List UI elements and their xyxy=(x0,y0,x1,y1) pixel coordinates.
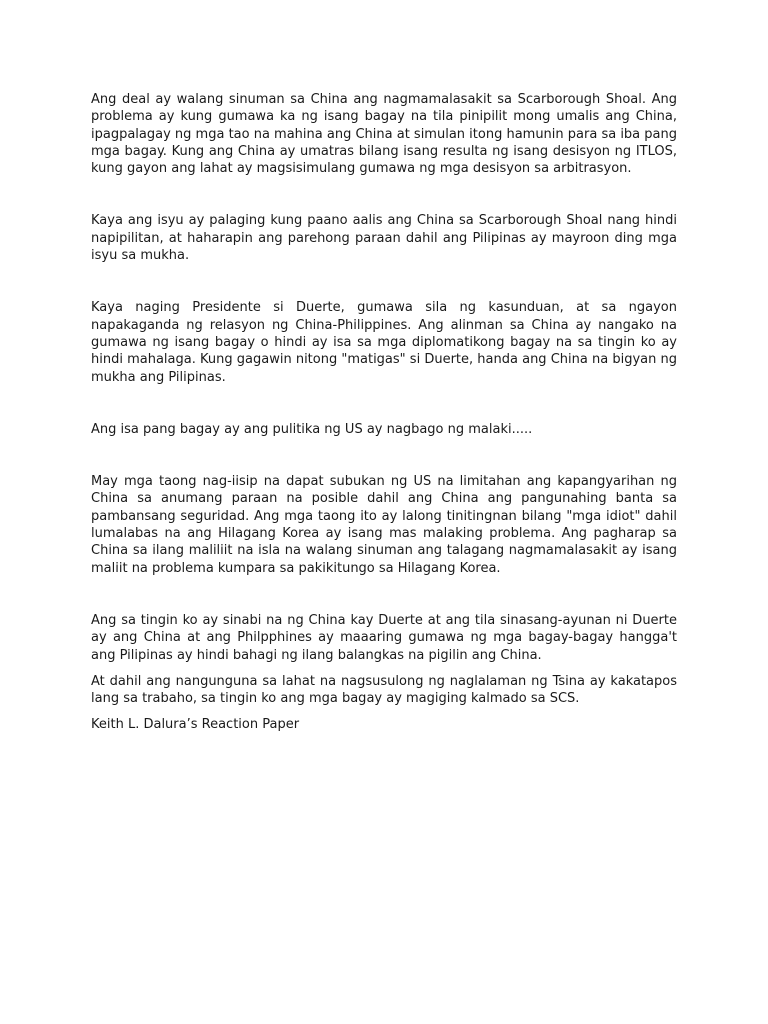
paragraph-7: At dahil ang nangunguna sa lahat na nagsusulong ng naglalaman ng Tsina ay kakatapos lang sa trabaho, sa tingin ko ang mga bagay ay magiging kalmado sa SCS. xyxy=(91,673,677,707)
paragraph-2: Kaya ang isyu ay palaging kung paano aalis ang China sa Scarborough Shoal nang hindi napipilitan, at haharapin ang parehong paraan dahil ang Pilipinas ay mayroon ding mga isyu sa mukha. xyxy=(91,213,677,264)
paragraph-1: Ang deal ay walang sinuman sa China ang nagmamalasakit sa Scarborough Shoal. Ang problema ay kung gumawa ka ng isang bagay na tila pinipilit mong umalis ang China, ipagpalagay ng mga tao na mahina ang China at simulan itong hamunin para sa iba pang mga bagay. Kung ang China ay umatras bilang isang resulta ng isang desisyon ng ITLOS, kung gayon ang lahat ay magsisimulang gumawa ng mga desisyon sa arbitrasyon. xyxy=(91,92,677,177)
document-body xyxy=(91,91,677,734)
signature-line: Keith L. Dalura’s Reaction Paper xyxy=(91,717,300,733)
paragraph-5: May mga taong nag-iisip na dapat subukan ng US na limitahan ang kapangyarihan ng China sa anumang paraan na posible dahil ang China ang pangunahing banta sa pambansang seguridad. Ang mga taong ito ay lalong tinitingnan bilang "mga idiot" dahil lumalabas na ang Hilagang Korea ay isang mas malaking problema. Ang pagharap sa China sa ilang maliliit na isla na walang sinuman ang talagang nagmamalasakit ay isang maliit na problema kumpara sa pakikitungo sa Hilagang Korea. xyxy=(91,474,677,576)
paragraph-6: Ang sa tingin ko ay sinabi na ng China kay Duerte at ang tila sinasang-ayunan ni Duerte ay ang China at ang Philpphines ay maaaring gumawa ng mga bagay-bagay hangga't ang Pilipinas ay hindi bahagi ng ilang balangkas na pigilin ang China. xyxy=(91,612,677,663)
paragraph-4: Ang isa pang bagay ay ang pulitika ng US ay nagbago ng malaki..... xyxy=(91,421,533,437)
paragraph-3: Kaya naging Presidente si Duerte, gumawa sila ng kasunduan, at sa ngayon napakaganda ng relasyon ng China-Philippines. Ang alinman sa China ay nangako na gumawa ng isang bagay o hindi ay isa sa mga diplomatikong bagay na sa tingin ko ay hindi mahalaga. Kung gagawin nitong "matigas" si Duerte, handa ang China na bigyan ng mukha ang Pilipinas. xyxy=(91,300,677,385)
